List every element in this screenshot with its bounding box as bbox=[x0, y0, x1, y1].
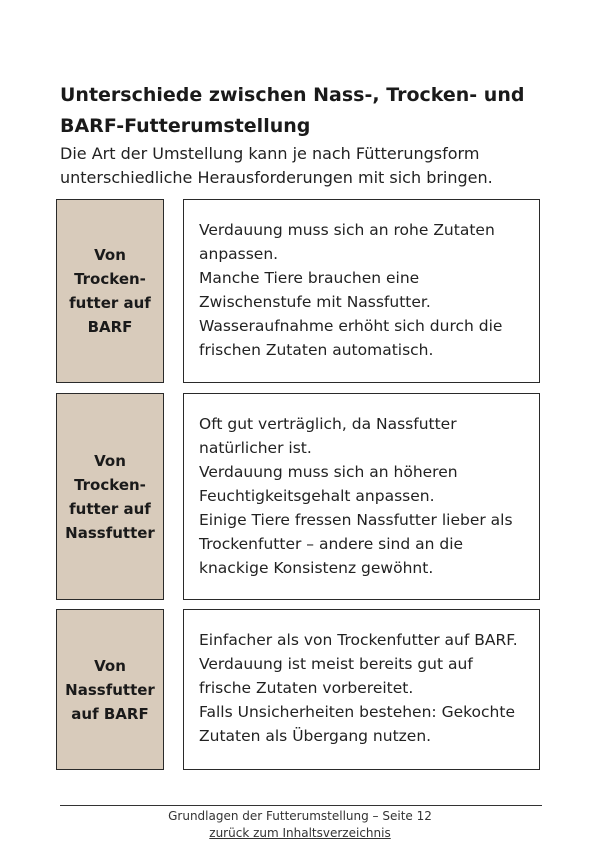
row-text-line: anpassen. bbox=[199, 245, 279, 263]
row-text-line: frische Zutaten vorbereitet. bbox=[199, 679, 414, 697]
row-label-line: Von bbox=[94, 656, 126, 675]
row-label-box bbox=[56, 609, 164, 770]
row-text-line: Zutaten als Übergang nutzen. bbox=[199, 727, 432, 745]
row-text-line: Falls Unsicherheiten bestehen: Gekochte bbox=[199, 703, 515, 721]
row-text-line: Feuchtigkeitsgehalt anpassen. bbox=[199, 487, 435, 505]
row-label-line: Trocken- bbox=[74, 475, 146, 494]
footer-page-text: Grundlagen der Futterumstellung – Seite 12 bbox=[168, 809, 432, 823]
row-text-box bbox=[183, 393, 540, 600]
intro-line-1: Die Art der Umstellung kann je nach Fütterungsform bbox=[60, 144, 480, 163]
row-text-box bbox=[183, 199, 540, 383]
row-text-line: Manche Tiere brauchen eine bbox=[199, 269, 420, 287]
row-label-box bbox=[56, 199, 164, 383]
comparison-row-trocken-barf bbox=[56, 199, 540, 383]
title-line-2: BARF-Futterumstellung bbox=[60, 115, 311, 137]
row-text-line: Einfacher als von Trockenfutter auf BARF. bbox=[199, 631, 518, 649]
row-text-line: natürlicher ist. bbox=[199, 439, 312, 457]
row-text-line: Wasseraufnahme erhöht sich durch die bbox=[199, 317, 503, 335]
intro-line-2: unterschiedliche Herausforderungen mit sich bringen. bbox=[60, 168, 493, 187]
intro-text bbox=[60, 142, 540, 190]
page-title bbox=[60, 80, 550, 142]
row-label-line: futter auf bbox=[69, 294, 151, 312]
row-text-line: frischen Zutaten automatisch. bbox=[199, 341, 434, 359]
row-label-line: BARF bbox=[87, 318, 133, 336]
row-text-line: Oft gut verträglich, da Nassfutter bbox=[199, 415, 457, 433]
row-label-box bbox=[56, 393, 164, 600]
row-label-line: futter auf bbox=[69, 499, 151, 518]
row-text-line: Verdauung ist meist bereits gut auf bbox=[199, 655, 473, 673]
row-label-line: Nassfutter bbox=[65, 523, 155, 542]
row-label-line: Von bbox=[94, 246, 126, 264]
comparison-row-nass-barf bbox=[56, 609, 540, 770]
row-text-line: knackige Konsistenz gewöhnt. bbox=[199, 559, 434, 577]
row-label-line: Von bbox=[94, 451, 126, 470]
toc-link[interactable]: zurück zum Inhaltsverzeichnis bbox=[209, 826, 391, 840]
row-text-line: Verdauung muss sich an höheren bbox=[199, 463, 458, 481]
row-text-line: Zwischenstufe mit Nassfutter. bbox=[199, 293, 431, 311]
row-label-line: Nassfutter bbox=[65, 680, 155, 699]
title-line-1: Unterschiede zwischen Nass-, Trocken- und bbox=[60, 84, 525, 106]
row-text-line: Verdauung muss sich an rohe Zutaten bbox=[199, 221, 495, 239]
row-text-line: Einige Tiere fressen Nassfutter lieber als bbox=[199, 511, 513, 529]
page-footer bbox=[0, 808, 600, 842]
row-label-line: auf BARF bbox=[71, 704, 149, 723]
footer-divider bbox=[60, 805, 542, 806]
row-text-box bbox=[183, 609, 540, 770]
row-label-line: Trocken- bbox=[74, 270, 146, 288]
comparison-row-trocken-nass bbox=[56, 393, 540, 600]
row-text-line: Trockenfutter – andere sind an die bbox=[199, 535, 464, 553]
